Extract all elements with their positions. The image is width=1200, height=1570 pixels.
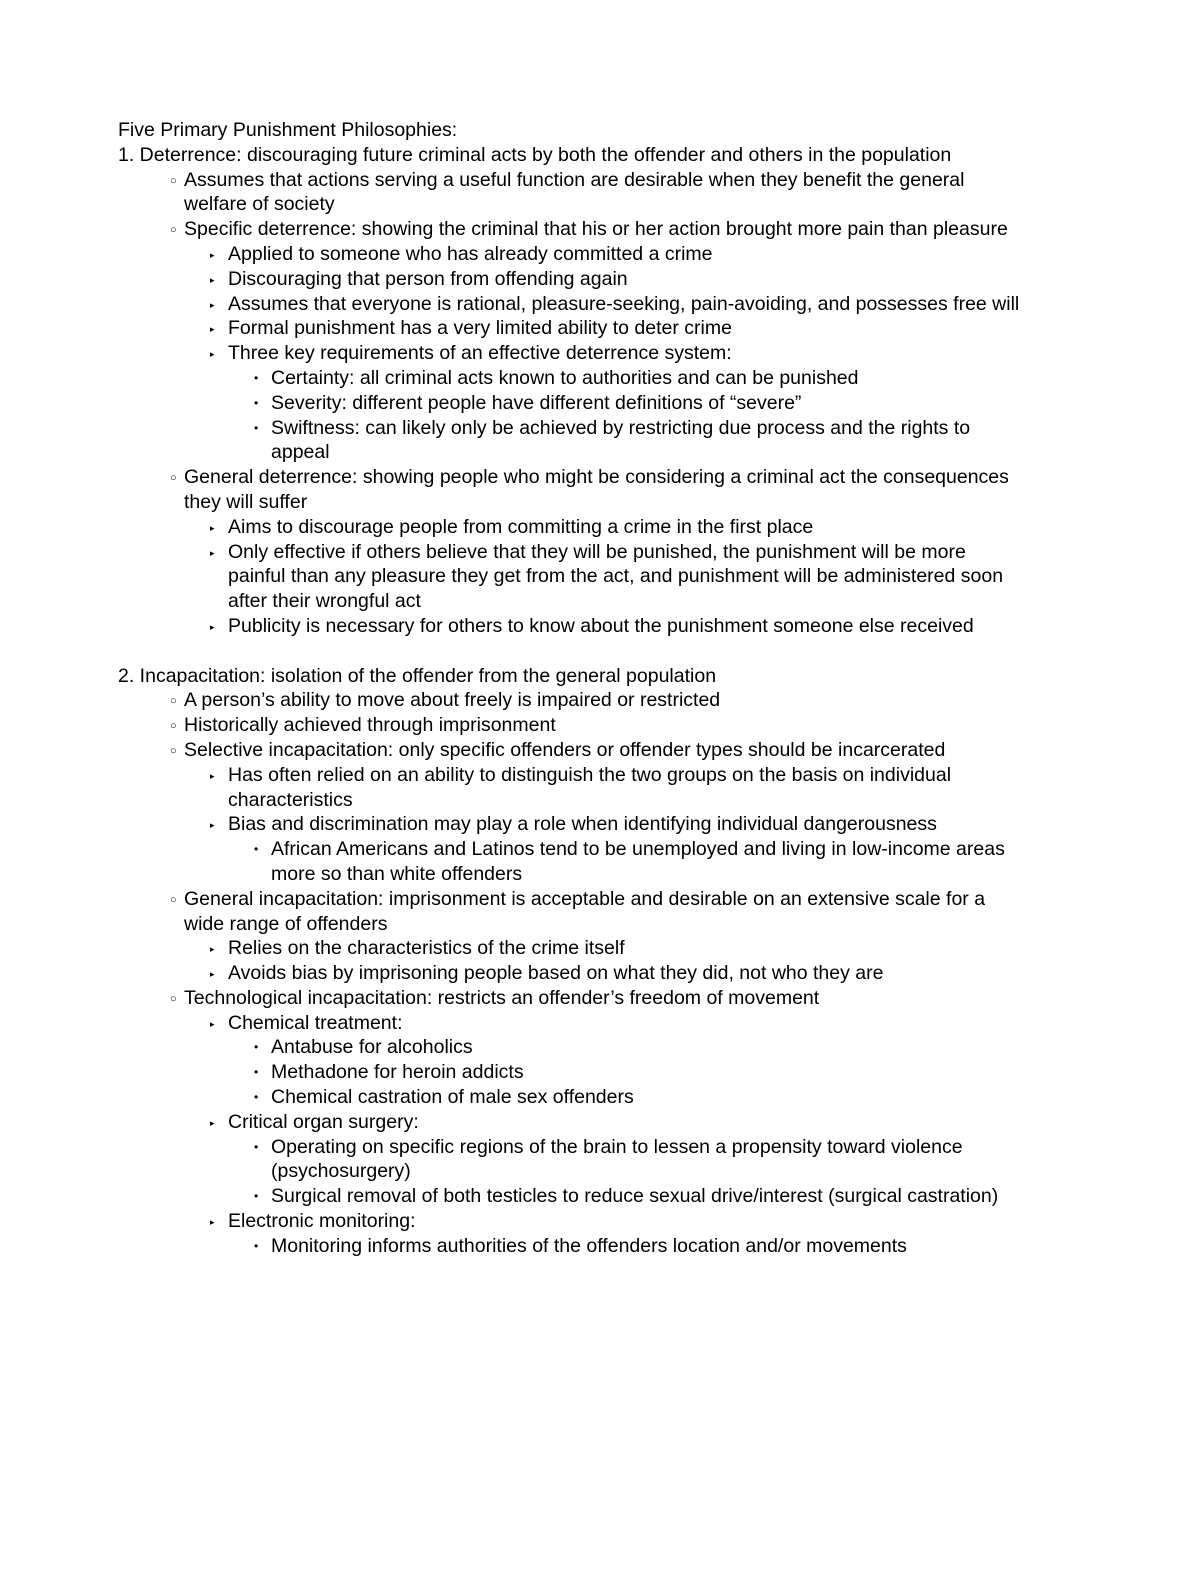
- line-text: more so than white offenders: [271, 862, 523, 885]
- triangle-bullet-icon: ▸: [210, 944, 215, 955]
- list-item: [118, 1011, 1098, 1036]
- list-item: [118, 1085, 1098, 1110]
- dot-bullet-icon: •: [254, 1139, 259, 1154]
- line-text: Only effective if others believe that they will be punished, the punishment will be more: [228, 540, 966, 563]
- triangle-bullet-icon: ▸: [210, 820, 215, 831]
- notes-content: [118, 118, 1098, 1259]
- outline-list: [118, 143, 1098, 1259]
- list-item: [118, 713, 1098, 738]
- list-item: [118, 1184, 1098, 1209]
- dot-bullet-icon: •: [254, 1090, 259, 1105]
- line-text: A person’s ability to move about freely is impaired or restricted: [184, 689, 721, 712]
- line-text: after their wrongful act: [228, 590, 421, 613]
- circle-bullet-icon: ○: [170, 224, 177, 237]
- list-item: [118, 391, 1098, 416]
- line-text: Technological incapacitation: restricts an offender’s freedom of movement: [184, 986, 820, 1009]
- dot-bullet-icon: •: [254, 1065, 259, 1080]
- line-text: 2. Incapacitation: isolation of the offender from the general population: [118, 664, 717, 687]
- list-item: [118, 540, 1098, 565]
- line-text: Chemical castration of male sex offenders: [271, 1086, 634, 1109]
- line-text: Monitoring informs authorities of the offenders location and/or movements: [271, 1234, 907, 1257]
- list-item: [118, 1135, 1098, 1160]
- triangle-bullet-icon: ▸: [210, 621, 215, 632]
- list-item: [118, 242, 1098, 267]
- circle-bullet-icon: ○: [170, 695, 177, 708]
- line-text: Severity: different people have different definitions of “severe”: [271, 391, 802, 414]
- line-text: Discouraging that person from offending again: [228, 267, 628, 290]
- triangle-bullet-icon: ▸: [210, 547, 215, 558]
- list-item: [118, 1060, 1098, 1085]
- line-text: Surgical removal of both testicles to reduce sexual drive/interest (surgical castration): [271, 1185, 999, 1208]
- circle-bullet-icon: ○: [170, 720, 177, 733]
- line-text: characteristics: [228, 788, 353, 811]
- list-item: [118, 738, 1098, 763]
- line-text: Historically achieved through imprisonment: [184, 714, 556, 737]
- list-item-continuation: [118, 564, 1098, 589]
- list-item: [118, 812, 1098, 837]
- dot-bullet-icon: •: [254, 1189, 259, 1204]
- list-item: [118, 465, 1098, 490]
- triangle-bullet-icon: ▸: [210, 274, 215, 285]
- triangle-bullet-icon: ▸: [210, 349, 215, 360]
- section-spacer: [118, 639, 1098, 664]
- list-item-continuation: [118, 1159, 1098, 1184]
- list-item: [118, 316, 1098, 341]
- line-text: painful than any pleasure they get from the act, and punishment will be administered soon: [228, 565, 1004, 588]
- dot-bullet-icon: •: [254, 842, 259, 857]
- list-item: [118, 614, 1098, 639]
- list-item: [118, 688, 1098, 713]
- triangle-bullet-icon: ▸: [210, 770, 215, 781]
- list-item-continuation: [118, 490, 1098, 515]
- line-text: African Americans and Latinos tend to be unemployed and living in low-income areas: [271, 838, 1005, 861]
- list-item: [118, 515, 1098, 540]
- triangle-bullet-icon: ▸: [210, 522, 215, 533]
- dot-bullet-icon: •: [254, 395, 259, 410]
- list-item: [118, 168, 1098, 193]
- line-text: Chemical treatment:: [228, 1011, 403, 1034]
- list-item: [118, 961, 1098, 986]
- section-heading: [118, 664, 1098, 689]
- triangle-bullet-icon: ▸: [210, 969, 215, 980]
- list-item: [118, 763, 1098, 788]
- line-text: General incapacitation: imprisonment is acceptable and desirable on an extensive scale for a: [184, 887, 986, 910]
- line-text: Publicity is necessary for others to know about the punishment someone else received: [228, 614, 974, 637]
- list-item-continuation: [118, 440, 1098, 465]
- dot-bullet-icon: •: [254, 420, 259, 435]
- dot-bullet-icon: •: [254, 370, 259, 385]
- line-text: Aims to discourage people from committing a crime in the first place: [228, 515, 814, 538]
- line-text: Specific deterrence: showing the criminal that his or her action brought more pain than pleasure: [184, 218, 1008, 241]
- line-text: Three key requirements of an effective deterrence system:: [228, 342, 732, 365]
- list-item-continuation: [118, 862, 1098, 887]
- triangle-bullet-icon: ▸: [210, 1117, 215, 1128]
- dot-bullet-icon: •: [254, 1238, 259, 1253]
- line-text: welfare of society: [184, 193, 335, 216]
- line-text: Operating on specific regions of the brain to lessen a propensity toward violence: [271, 1135, 963, 1158]
- line-text: Assumes that actions serving a useful function are desirable when they benefit the general: [184, 168, 965, 191]
- line-text: Formal punishment has a very limited ability to deter crime: [228, 317, 732, 340]
- line-text: General deterrence: showing people who might be considering a criminal act the consequences: [184, 466, 1009, 489]
- line-text: Swiftness: can likely only be achieved by restricting due process and the rights to: [271, 416, 971, 439]
- line-text: appeal: [271, 441, 330, 464]
- triangle-bullet-icon: ▸: [210, 324, 215, 335]
- triangle-bullet-icon: ▸: [210, 299, 215, 310]
- list-item: [118, 366, 1098, 391]
- list-item: [118, 1234, 1098, 1259]
- line-text: Electronic monitoring:: [228, 1210, 416, 1233]
- list-item: [118, 341, 1098, 366]
- line-text: Has often relied on an ability to distinguish the two groups on the basis on individual: [228, 763, 952, 786]
- list-item: [118, 1035, 1098, 1060]
- circle-bullet-icon: ○: [170, 472, 177, 485]
- line-text: Avoids bias by imprisoning people based on what they did, not who they are: [228, 962, 884, 985]
- list-item: [118, 416, 1098, 441]
- line-text: Assumes that everyone is rational, pleasure-seeking, pain-avoiding, and possesses free will: [228, 292, 1020, 315]
- line-text: Applied to someone who has already committed a crime: [228, 242, 713, 265]
- line-text: Critical organ surgery:: [228, 1110, 419, 1133]
- line-text: Selective incapacitation: only specific offenders or offender types should be incarcerated: [184, 738, 946, 761]
- list-item: [118, 1209, 1098, 1234]
- line-text: (psychosurgery): [271, 1160, 411, 1183]
- triangle-bullet-icon: ▸: [210, 1217, 215, 1228]
- list-item: [118, 217, 1098, 242]
- list-item-continuation: [118, 589, 1098, 614]
- dot-bullet-icon: •: [254, 1040, 259, 1055]
- line-text: Certainty: all criminal acts known to authorities and can be punished: [271, 366, 859, 389]
- list-item: [118, 986, 1098, 1011]
- list-item: [118, 1110, 1098, 1135]
- list-item-continuation: [118, 788, 1098, 813]
- line-text: they will suffer: [184, 490, 308, 513]
- document-title: Five Primary Punishment Philosophies:: [118, 119, 458, 141]
- line-text: Antabuse for alcoholics: [271, 1036, 473, 1059]
- line-text: Bias and discrimination may play a role when identifying individual dangerousness: [228, 813, 937, 836]
- triangle-bullet-icon: ▸: [210, 249, 215, 260]
- line-text: 1. Deterrence: discouraging future criminal acts by both the offender and others in the population: [118, 143, 952, 166]
- list-item: [118, 267, 1098, 292]
- list-item-continuation: [118, 192, 1098, 217]
- list-item: [118, 936, 1098, 961]
- list-item-continuation: [118, 912, 1098, 937]
- circle-bullet-icon: ○: [170, 174, 177, 187]
- list-item: [118, 887, 1098, 912]
- line-text: Relies on the characteristics of the crime itself: [228, 937, 625, 960]
- list-item: [118, 837, 1098, 862]
- line-text: wide range of offenders: [184, 912, 388, 935]
- triangle-bullet-icon: ▸: [210, 1018, 215, 1029]
- circle-bullet-icon: ○: [170, 992, 177, 1005]
- circle-bullet-icon: ○: [170, 744, 177, 757]
- list-item: [118, 292, 1098, 317]
- section-heading: [118, 143, 1098, 168]
- circle-bullet-icon: ○: [170, 893, 177, 906]
- line-text: Methadone for heroin addicts: [271, 1061, 524, 1084]
